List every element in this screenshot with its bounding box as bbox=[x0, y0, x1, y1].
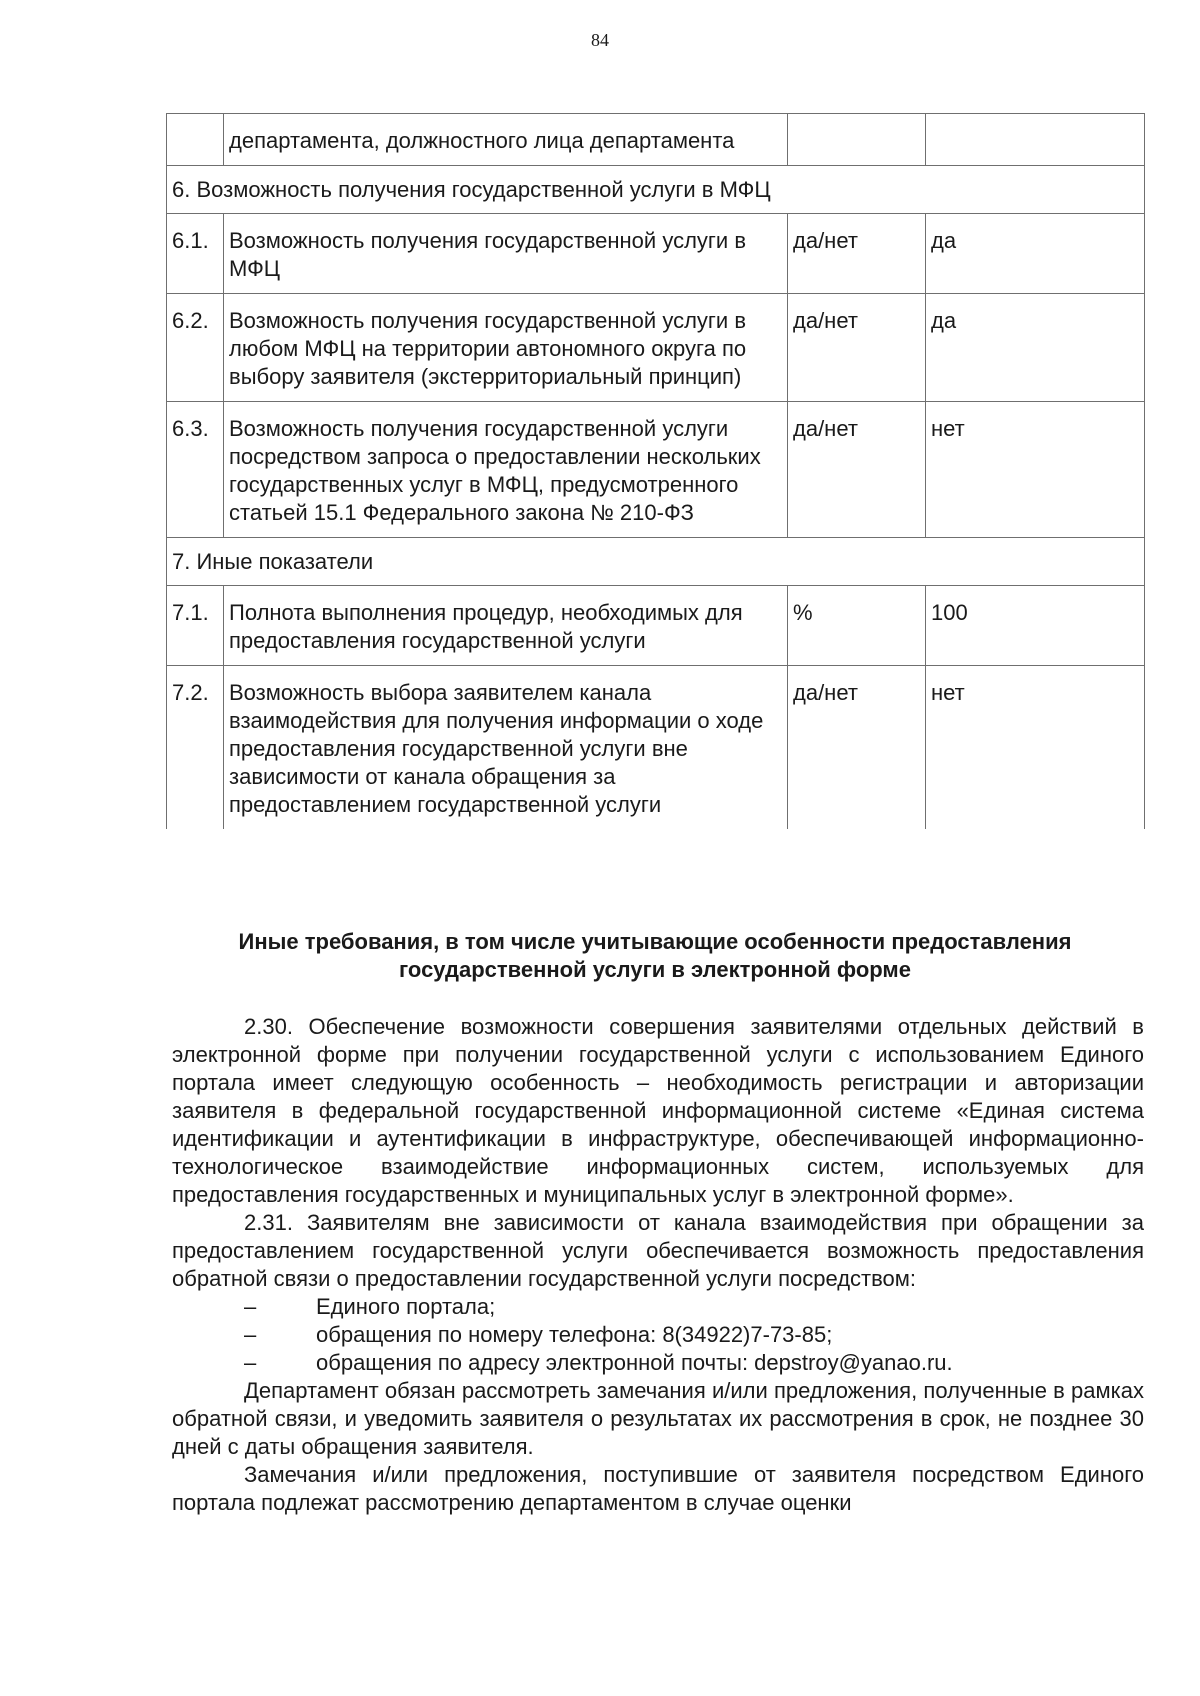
indicator-value bbox=[926, 114, 1145, 166]
unit-of-measure bbox=[788, 114, 926, 166]
paragraph-department: Департамент обязан рассмотреть замечания и/или предложения, полученные в рамках обратной связи, и уведомить заявителя о результатах их рассмотрения в срок, не позднее 30 дней с даты обращения заявителя. bbox=[172, 1378, 1144, 1459]
table-row bbox=[167, 586, 1145, 666]
indicator-name: Возможность получения государственной услуги в МФЦ bbox=[224, 214, 788, 294]
indicators-table bbox=[166, 113, 1145, 829]
section-title: 6. Возможность получения государственной услуги в МФЦ bbox=[167, 166, 1145, 214]
table-row bbox=[167, 214, 1145, 294]
list-dash: – bbox=[244, 1350, 257, 1375]
body-text bbox=[172, 1013, 1144, 1517]
list-item-text: обращения по адресу электронной почты: depstroy@yanao.ru. bbox=[316, 1350, 953, 1375]
table-section-row bbox=[167, 538, 1145, 586]
table-row bbox=[167, 666, 1145, 830]
indicator-name: Возможность получения государственной услуги посредством запроса о предоставлении нескольких государственных услуг в МФЦ, предусмотренного статьей 15.1 Федерального закона № 210-ФЗ bbox=[224, 402, 788, 538]
paragraph-2-30: 2.30. Обеспечение возможности совершения заявителями отдельных действий в электронной форме при получении государственной услуги с использованием Единого портала имеет следующую особенность – необходимость регистрации и авторизации заявителя в федеральной государственной информационной системе «Единая система идентификации и аутентификации в инфраструктуре, обеспечивающей информационно-технологическое взаимодействие информационных систем, используемых для предоставления государственных и муниципальных услуг в электронной форме». bbox=[172, 1014, 1144, 1207]
list-item-text: обращения по номеру телефона: 8(34922)7-73-85; bbox=[316, 1322, 833, 1347]
list-item bbox=[172, 1349, 1144, 1377]
table-row bbox=[167, 294, 1145, 402]
unit-of-measure: да/нет bbox=[788, 214, 926, 294]
list-item bbox=[172, 1321, 1144, 1349]
indicator-name: Возможность получения государственной услуги в любом МФЦ на территории автономного округа по выбору заявителя (экстерриториальный принцип) bbox=[224, 294, 788, 402]
indicator-value: 100 bbox=[926, 586, 1145, 666]
section-title: 7. Иные показатели bbox=[167, 538, 1145, 586]
row-number: 6.3. bbox=[167, 402, 224, 538]
table-row bbox=[167, 114, 1145, 166]
list-item-text: Единого портала; bbox=[316, 1294, 496, 1319]
list-dash: – bbox=[244, 1294, 257, 1319]
row-number bbox=[167, 114, 224, 166]
unit-of-measure: да/нет bbox=[788, 666, 926, 830]
page-number: 84 bbox=[591, 30, 609, 50]
unit-of-measure: да/нет bbox=[788, 294, 926, 402]
table-row bbox=[167, 402, 1145, 538]
indicator-name: департамента, должностного лица департамента bbox=[224, 114, 788, 166]
row-number: 6.1. bbox=[167, 214, 224, 294]
indicator-value: нет bbox=[926, 666, 1145, 830]
indicator-name: Полнота выполнения процедур, необходимых для предоставления государственной услуги bbox=[224, 586, 788, 666]
paragraph-2-31: 2.31. Заявителям вне зависимости от канала взаимодействия при обращении за предоставлением государственной услуги обеспечивается возможность предоставления обратной связи о предоставлении государственной услуги посредством: bbox=[172, 1210, 1144, 1291]
paragraph-remarks: Замечания и/или предложения, поступившие от заявителя посредством Единого портала подлежат рассмотрению департаментом в случае оценки bbox=[172, 1462, 1144, 1515]
indicator-name: Возможность выбора заявителем канала взаимодействия для получения информации о ходе предоставления государственной услуги вне зависимости от канала обращения за предоставлением государственной услуги bbox=[224, 666, 788, 830]
indicator-value: нет bbox=[926, 402, 1145, 538]
row-number: 7.1. bbox=[167, 586, 224, 666]
row-number: 7.2. bbox=[167, 666, 224, 830]
list-dash: – bbox=[244, 1322, 257, 1347]
unit-of-measure: % bbox=[788, 586, 926, 666]
unit-of-measure: да/нет bbox=[788, 402, 926, 538]
indicator-value: да bbox=[926, 214, 1145, 294]
row-number: 6.2. bbox=[167, 294, 224, 402]
section-heading: Иные требования, в том числе учитывающие особенности предоставления государственной услуги в электронной форме bbox=[238, 929, 1072, 982]
table-section-row bbox=[167, 166, 1145, 214]
indicator-value: да bbox=[926, 294, 1145, 402]
list-item bbox=[172, 1293, 1144, 1321]
